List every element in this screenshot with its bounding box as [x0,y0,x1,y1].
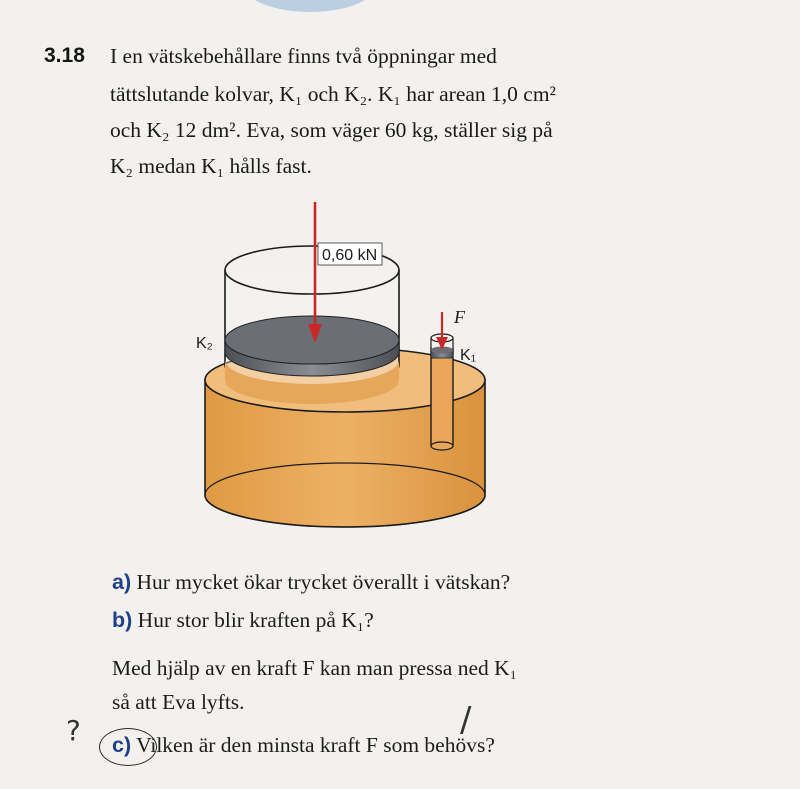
problem-line-3: och K₂ 12 dm². Eva, som väger 60 kg, ställer sig på [110,118,553,142]
problem-line-2: tättslutande kolvar, K₁ och K₂. K₁ har arean 1,0 cm² [110,82,556,106]
question-a [112,570,510,595]
k2-label: K₂ [196,335,213,352]
question-b-text: Hur stor blir kraften på K₁? [137,608,374,632]
problem-number: 3.18 [44,44,85,67]
decorative-blue-shape [245,0,375,12]
hydraulic-press-figure [190,200,520,540]
f-label: F [454,307,465,327]
problem-line-4: K₂ medan K₁ hålls fast. [110,154,312,178]
force-label: 0,60 kN [322,247,378,264]
question-c [112,733,495,758]
question-c-text: Vilken är den minsta kraft F som behövs? [136,733,495,757]
question-a-letter: a) [112,570,132,594]
handwritten-question-mark: ? [66,714,81,747]
question-b [112,608,374,633]
handwritten-circle [99,728,157,766]
problem-line-1: I en vätskebehållare finns två öppningar med [110,44,497,68]
question-c-letter: c) [112,733,132,757]
handwritten-slash-mark: / [460,700,472,740]
paragraph-line-1: Med hjälp av en kraft F kan man pressa ned K₁ [112,656,518,680]
question-b-letter: b) [112,608,133,632]
k1-label: K₁ [460,347,477,364]
paragraph-line-2: så att Eva lyfts. [112,690,245,714]
question-a-text: Hur mycket ökar trycket överallt i vätskan? [136,570,511,594]
